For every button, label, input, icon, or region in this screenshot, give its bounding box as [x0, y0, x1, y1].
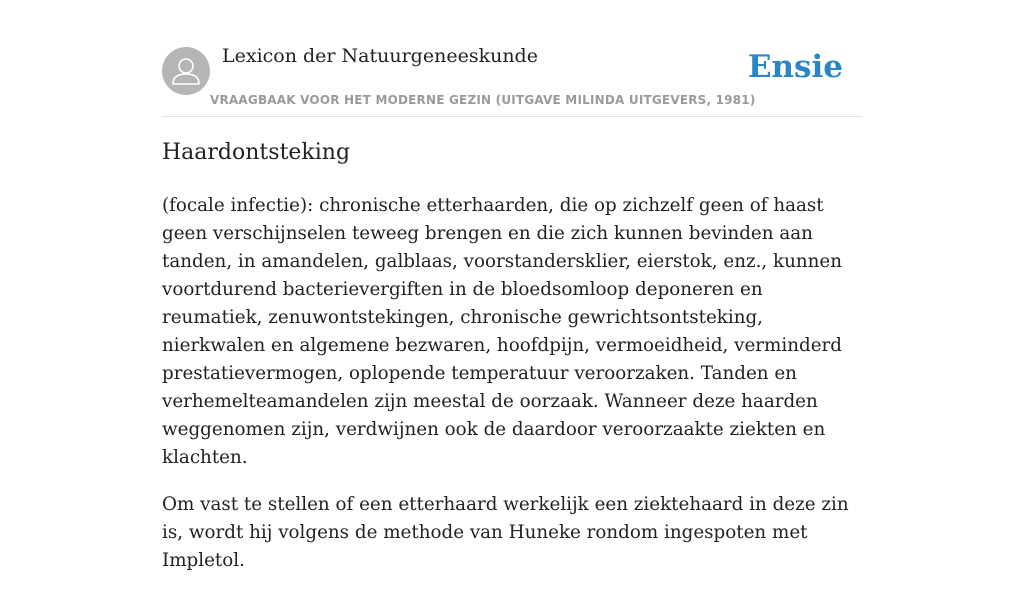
article-body [162, 192, 862, 594]
article-paragraph: Om vast te stellen of een etterhaard werkelijk een ziektehaard in deze zin is, wordt hij volgens de methode van Huneke rondom ingespoten met Impletol. [162, 494, 849, 571]
page-container [162, 0, 862, 571]
ensie-logo[interactable]: Ensie [747, 49, 843, 85]
user-avatar-icon[interactable] [162, 47, 210, 95]
article-paragraph: (focale infectie): chronische etterhaarden, die op zichzelf geen of haast geen verschijnselen teweeg brengen en die zich kunnen bevinden aan tanden, in amandelen, galblaas, voorstandersklier, eierstok, enz., kunnen voortdurend bacterievergiften in de bloedsomloop deponeren en reumatiek, zenuwontstekingen, chronische gewrichtsontsteking, nierkwalen en algemene bezwaren, hoofdpijn, vermoeidheid, verminderd prestatievermogen, oplopende temperatuur veroorzaken. Tanden en verhemelteamandelen zijn meestal de oorzaak. Wanneer deze haarden weggenomen zijn, verdwijnen ook de daardoor veroorzaakte ziekten en klachten. [162, 195, 843, 468]
site-header [162, 0, 862, 117]
site-subtitle: VRAAGBAAK VOOR HET MODERNE GEZIN (UITGAVE MILINDA UITGEVERS, 1981) [210, 93, 756, 107]
article-title: Haardontsteking [162, 140, 351, 165]
site-title[interactable]: Lexicon der Natuurgeneeskunde [222, 45, 538, 67]
